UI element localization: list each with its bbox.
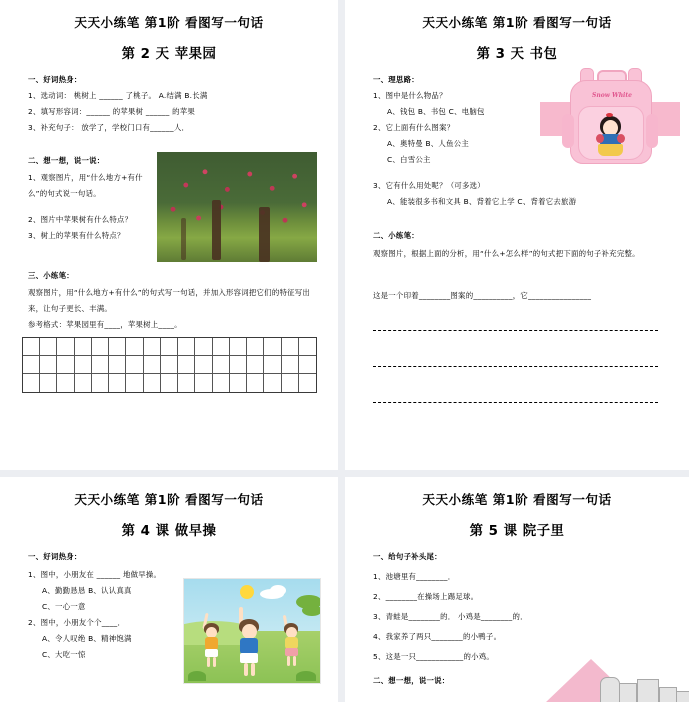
grid-cell[interactable] bbox=[144, 356, 161, 374]
backpack-image bbox=[540, 62, 680, 170]
section-heading-1: 一、好词热身： bbox=[28, 552, 82, 561]
fill-in-sentence[interactable]: 2、________在操场上踢足球。 bbox=[373, 592, 479, 601]
backpack-brand-text: Snow White bbox=[592, 92, 632, 99]
houses-image bbox=[545, 655, 689, 702]
grid-cell[interactable] bbox=[75, 338, 92, 356]
grid-cell[interactable] bbox=[144, 374, 161, 392]
option-line[interactable]: A、勤勤恳恳 B、认认真真 bbox=[42, 586, 132, 595]
grid-cell[interactable] bbox=[40, 338, 57, 356]
section-heading-3: 三、小练笔： bbox=[28, 271, 74, 280]
grid-cell[interactable] bbox=[230, 374, 247, 392]
grid-cell[interactable] bbox=[144, 338, 161, 356]
grid-cell[interactable] bbox=[75, 356, 92, 374]
grid-cell[interactable] bbox=[109, 374, 126, 392]
option-line[interactable]: C、白雪公主 bbox=[387, 155, 431, 164]
grid-cell[interactable] bbox=[247, 338, 264, 356]
worksheet-page-day-2 bbox=[0, 0, 338, 470]
question-line: 3、补充句子： 放学了，学校门口有______人． bbox=[28, 123, 190, 132]
grid-cell[interactable] bbox=[126, 374, 143, 392]
fill-in-sentence[interactable]: 1、池塘里有________． bbox=[373, 572, 456, 581]
option-line[interactable]: A、令人叹绝 B、精神饱满 bbox=[42, 634, 132, 643]
grid-cell[interactable] bbox=[213, 356, 230, 374]
option-line[interactable]: A、能装很多书和文具 B、背着它上学 C、背着它去旅游 bbox=[387, 197, 577, 206]
page-subtitle: 第 2 天 苹果园 bbox=[121, 47, 217, 62]
grid-cell[interactable] bbox=[264, 374, 281, 392]
page-title: 天天小练笔 第1阶 看图写一句话 bbox=[74, 492, 264, 507]
morning-exercise-image bbox=[183, 578, 321, 684]
question-line: 2、它上面有什么图案？ bbox=[373, 123, 455, 132]
question-line: 2、图片中苹果树有什么特点？ bbox=[28, 215, 133, 224]
question-line: 3、它有什么用处呢？（可多选） bbox=[373, 181, 485, 190]
answer-line[interactable] bbox=[373, 366, 658, 367]
grid-cell[interactable] bbox=[126, 356, 143, 374]
fill-in-sentence[interactable]: 这是一个印着________图案的__________，它________________ bbox=[373, 291, 592, 300]
grid-cell[interactable] bbox=[109, 338, 126, 356]
worksheet-page-day-3 bbox=[345, 0, 689, 470]
question-line: 1、图中是什么物品？ bbox=[373, 91, 447, 100]
grid-cell[interactable] bbox=[264, 338, 281, 356]
page-subtitle: 第 5 课 院子里 bbox=[469, 524, 565, 539]
grid-cell[interactable] bbox=[23, 338, 40, 356]
option-line[interactable]: C、一心一意 bbox=[42, 602, 86, 611]
grid-cell[interactable] bbox=[264, 356, 281, 374]
question-line: 3、树上的苹果有什么特点？ bbox=[28, 231, 125, 240]
grid-cell[interactable] bbox=[57, 338, 74, 356]
grid-cell[interactable] bbox=[195, 356, 212, 374]
grid-cell[interactable] bbox=[92, 338, 109, 356]
section-heading-1: 一、理思路： bbox=[373, 75, 419, 84]
question-line: 1、选动词： 桃树上 ______ 了桃子。 A.结满 B.长满 bbox=[28, 91, 208, 100]
option-line[interactable]: C、大吃一惊 bbox=[42, 650, 86, 659]
grid-cell[interactable] bbox=[230, 338, 247, 356]
instruction-text: 观察图片，用“什么地方+有什么”的句式写一句话，并加入形容词把它们的特征写出来，让句子更长、丰满。 bbox=[28, 288, 311, 313]
fill-in-sentence[interactable]: 5、这是一只____________的小鸡。 bbox=[373, 652, 495, 661]
page-subtitle: 第 4 课 做早操 bbox=[121, 524, 217, 539]
grid-cell[interactable] bbox=[282, 338, 299, 356]
question-line: 2、图中，小朋友个个____． bbox=[28, 618, 126, 627]
grid-cell[interactable] bbox=[247, 356, 264, 374]
grid-cell[interactable] bbox=[40, 356, 57, 374]
grid-cell[interactable] bbox=[161, 338, 178, 356]
grid-cell[interactable] bbox=[109, 356, 126, 374]
section-heading-1: 一、好词热身： bbox=[28, 75, 82, 84]
question-line: 1、图中，小朋友在 ______ 地做早操。 bbox=[28, 570, 162, 579]
grid-cell[interactable] bbox=[126, 338, 143, 356]
option-line[interactable]: A、钱包 B、书包 C、电脑包 bbox=[387, 107, 485, 116]
grid-cell[interactable] bbox=[92, 374, 109, 392]
grid-cell[interactable] bbox=[299, 374, 316, 392]
answer-line[interactable] bbox=[373, 330, 658, 331]
section-heading-2: 二、想一想，说一说： bbox=[373, 676, 450, 685]
section-heading-2: 二、想一想，说一说： bbox=[28, 156, 105, 165]
grid-cell[interactable] bbox=[230, 356, 247, 374]
writing-grid[interactable] bbox=[22, 337, 317, 393]
page-title: 天天小练笔 第1阶 看图写一句话 bbox=[422, 15, 612, 30]
format-hint: 参考格式：苹果园里有____，苹果树上____。 bbox=[28, 320, 182, 329]
grid-cell[interactable] bbox=[40, 374, 57, 392]
page-subtitle: 第 3 天 书包 bbox=[476, 47, 558, 62]
grid-cell[interactable] bbox=[161, 374, 178, 392]
grid-cell[interactable] bbox=[299, 338, 316, 356]
section-heading-1: 一、给句子补头尾： bbox=[373, 552, 442, 561]
page-title: 天天小练笔 第1阶 看图写一句话 bbox=[74, 15, 264, 30]
grid-cell[interactable] bbox=[299, 356, 316, 374]
grid-cell[interactable] bbox=[57, 374, 74, 392]
apple-orchard-image bbox=[157, 152, 317, 262]
answer-line[interactable] bbox=[373, 402, 658, 403]
grid-cell[interactable] bbox=[282, 374, 299, 392]
grid-cell[interactable] bbox=[247, 374, 264, 392]
grid-cell[interactable] bbox=[178, 374, 195, 392]
grid-cell[interactable] bbox=[92, 356, 109, 374]
question-line: 2、填写形容词：______ 的苹果树 ______ 的苹果 bbox=[28, 107, 196, 116]
fill-in-sentence[interactable]: 3、青蛙是________的． 小鸡是________的． bbox=[373, 612, 528, 621]
grid-cell[interactable] bbox=[213, 374, 230, 392]
grid-cell[interactable] bbox=[23, 374, 40, 392]
grid-cell[interactable] bbox=[57, 356, 74, 374]
fill-in-sentence[interactable]: 4、我家养了两只________的小鸭子。 bbox=[373, 632, 502, 641]
option-line[interactable]: A、奥特曼 B、人鱼公主 bbox=[387, 139, 469, 148]
section-heading-2: 二、小练笔： bbox=[373, 231, 419, 240]
grid-cell[interactable] bbox=[213, 338, 230, 356]
grid-cell[interactable] bbox=[282, 356, 299, 374]
grid-cell[interactable] bbox=[195, 374, 212, 392]
question-line: 1、观察图片，用“什么地方+有什么”的句式说一句话。 bbox=[28, 173, 143, 198]
page-title: 天天小练笔 第1阶 看图写一句话 bbox=[422, 492, 612, 507]
grid-cell[interactable] bbox=[178, 356, 195, 374]
grid-cell[interactable] bbox=[23, 356, 40, 374]
worksheet-page-day-5 bbox=[345, 477, 689, 702]
grid-cell[interactable] bbox=[195, 338, 212, 356]
grid-cell[interactable] bbox=[75, 374, 92, 392]
grid-cell[interactable] bbox=[178, 338, 195, 356]
grid-cell[interactable] bbox=[161, 356, 178, 374]
instruction-text: 观察图片，根据上面的分析，用“什么+怎么样”的句式把下面的句子补充完整。 bbox=[373, 249, 640, 258]
worksheet-page-day-4 bbox=[0, 477, 338, 702]
